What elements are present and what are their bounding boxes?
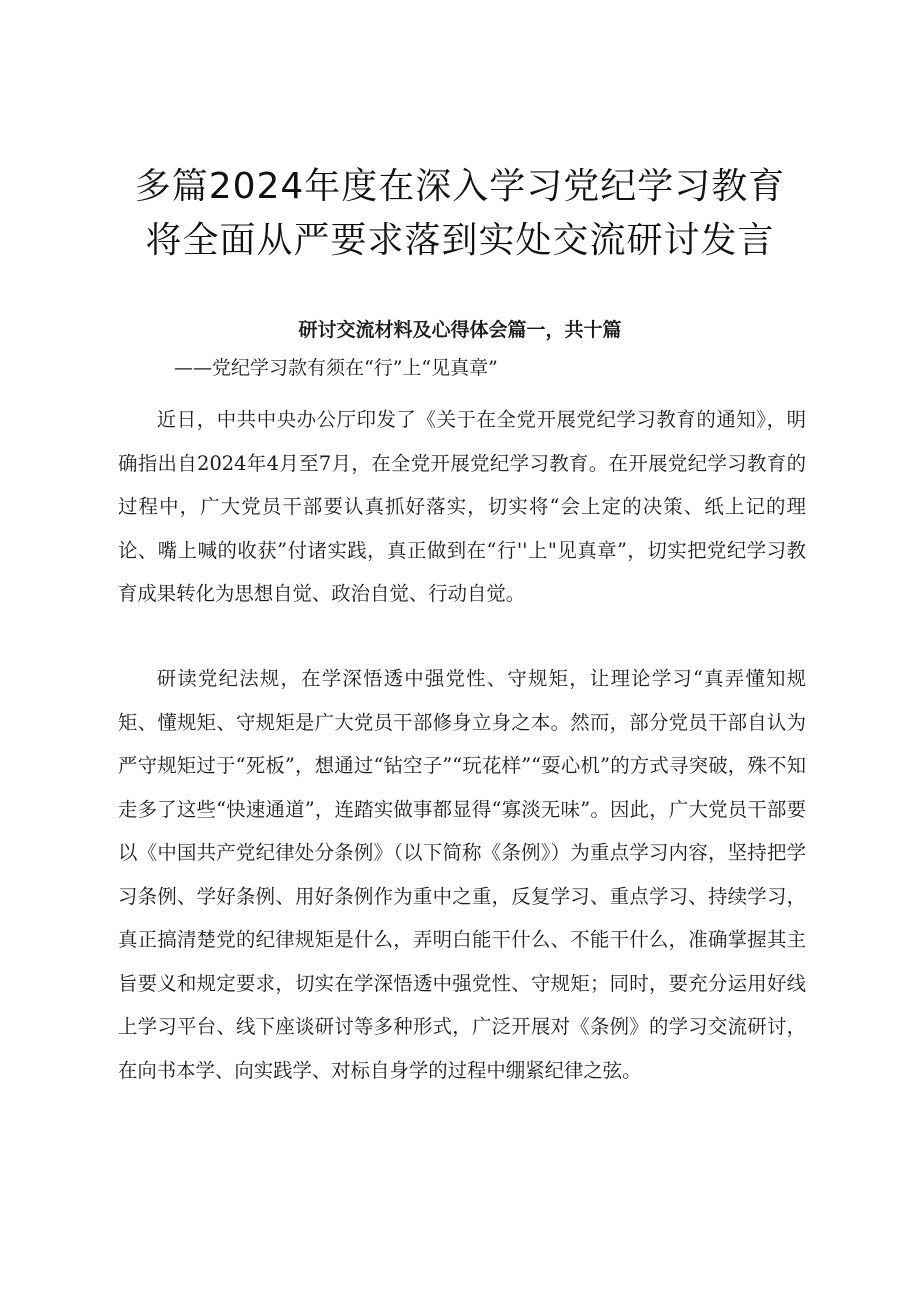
- section-subtitle: ——党纪学习款有须在“行”上“见真章”: [174, 357, 498, 379]
- body-paragraph: 近日，中共中央办公厅印发了《关于在全党开展党纪学习教育的通知》，明确指出自2024年4月至7月，在全党开展党纪学习教育。在开展党纪学习教育的过程中，广大党员干部要认真抓好落实，切实将“会上定的决策、纸上记的理论、嘴上喊的收获”付诸实践，真正做到在“行''上"见真章”，切实把党纪学习教育成果转化为思想自觉、政治自觉、行动自觉。: [118, 408, 806, 605]
- body-paragraph: 研读党纪法规，在学深悟透中强党性、守规矩，让理论学习“真弄懂知规矩、懂规矩、守规矩是广大党员干部修身立身之本。然而，部分党员干部自认为严守规矩过于“死板”，想通过“钻空子”“玩花样”“耍心机”的方式寻突破，殊不知走多了这些“快速通道”，连踏实做事都显得“寡淡无味”。因此，广大党员干部要以《中国共产党纪律处分条例》（以下简称《条例》）为重点学习内容，坚持把学习条例、学好条例、用好条例作为重中之重，反复学习、重点学习、持续学习，真正搞清楚党的纪律规矩是什么，弄明白能干什么、不能干什么，准确掌握其主旨要义和规定要求，切实在学深悟透中强党性、守规矩；同时，要充分运用好线上学习平台、线下座谈研讨等多种形式，广泛开展对《条例》的学习交流研讨，在向书本学、向实践学、对标自身学的过程中绷紧纪律之弦。: [118, 667, 806, 1082]
- section-heading: 研讨交流材料及心得体会篇一，共十篇: [298, 319, 622, 341]
- document-title: 多篇2024年度在深入学习党纪学习教育将全面从严要求落到实处交流研讨发言: [134, 166, 786, 261]
